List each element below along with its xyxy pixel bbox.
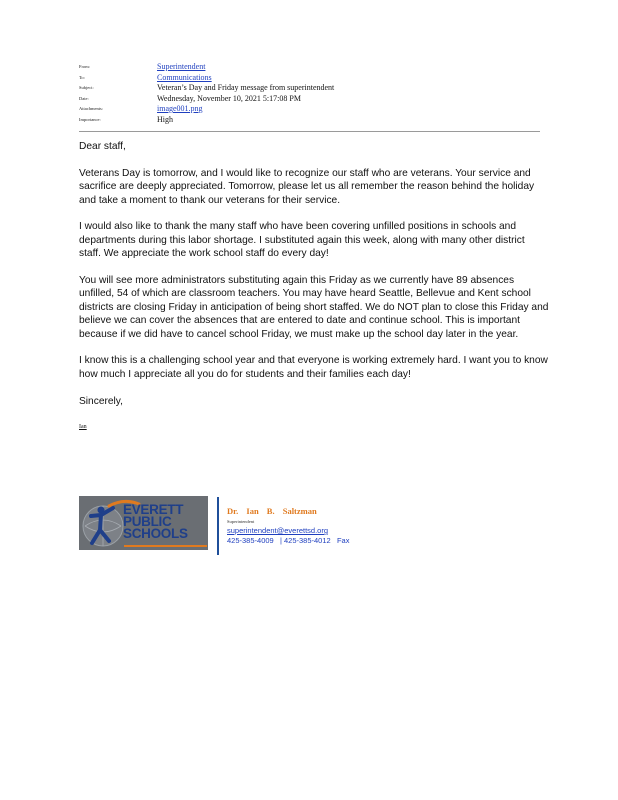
importance-label: Importance: — [79, 116, 101, 122]
importance-value: High — [157, 114, 173, 124]
attachments-label: Attachments: — [79, 106, 103, 111]
signoff-name: Ian — [79, 424, 87, 431]
signature-name: Dr. Ian B. Saltzman — [227, 506, 317, 516]
body-paragraph: You will see more administrators substituting again this Friday as we currently have 89 absences unfilled, 54 of which are classroom teachers. You may have heard Seattle, Bellevue and Kent school districts are closing Friday in anticipation of being short staffed. We do NOT plan to close this Friday and believe we can cover the absences that are entered to date and continue school. This is important because if we did have to cancel school Friday, we must make up the school day later in the year. — [79, 275, 549, 340]
from-link[interactable]: Superintendent — [157, 62, 206, 71]
email-header — [79, 62, 539, 125]
header-row-from — [79, 62, 539, 73]
date-label: Date: — [79, 95, 89, 101]
to-link[interactable]: Communications — [157, 72, 212, 82]
signature-title: Superintendent — [227, 519, 255, 524]
header-row-importance — [79, 115, 539, 126]
header-row-date — [79, 94, 539, 105]
body-paragraph: I would also like to thank the many staff who have been covering unfilled positions in schools and departments during this labor shortage. I substituted again this week, along with many other district staff. We appreciate the work school staff do every day! — [79, 221, 525, 260]
logo-line: PUBLIC — [123, 514, 172, 529]
closing: Sincerely, — [79, 395, 123, 407]
signature-divider — [217, 497, 219, 555]
signature-email-link[interactable]: superintendent@everettsd.org — [227, 526, 329, 535]
body-paragraph: Veterans Day is tomorrow, and I would like to recognize our staff who are veterans. Your service and sacrifice are deeply appreciated. Tomorrow, please let us all remember the reason behind the holiday and take a moment to thank our veterans for their service. — [79, 167, 535, 206]
subject-value: Veteran’s Day and Friday message from superintendent — [157, 83, 335, 92]
logo-wordmark — [123, 504, 188, 540]
greeting: Dear staff, — [79, 141, 126, 152]
signature-phone: 425-385-4009 | 425-385-4012 Fax — [227, 536, 350, 545]
email-body — [79, 140, 549, 435]
logo-line: EVERETT — [123, 502, 184, 517]
attachment-link[interactable]: image001.png — [157, 104, 203, 113]
from-label: From: — [79, 64, 91, 69]
body-paragraph: I know this is a challenging school year and that everyone is working extremely hard. I want you to know how much I appreciate all you do for students and their families each day! — [79, 355, 548, 380]
logo-line: SCHOOLS — [123, 526, 188, 541]
header-row-to — [79, 73, 539, 84]
subject-label: Subject: — [79, 85, 94, 90]
header-row-subject — [79, 83, 539, 94]
everett-public-schools-logo — [79, 496, 208, 550]
date-value: Wednesday, November 10, 2021 5:17:08 PM — [157, 93, 301, 103]
header-row-attachments — [79, 104, 539, 115]
to-label: To: — [79, 74, 85, 80]
header-divider — [79, 131, 540, 132]
